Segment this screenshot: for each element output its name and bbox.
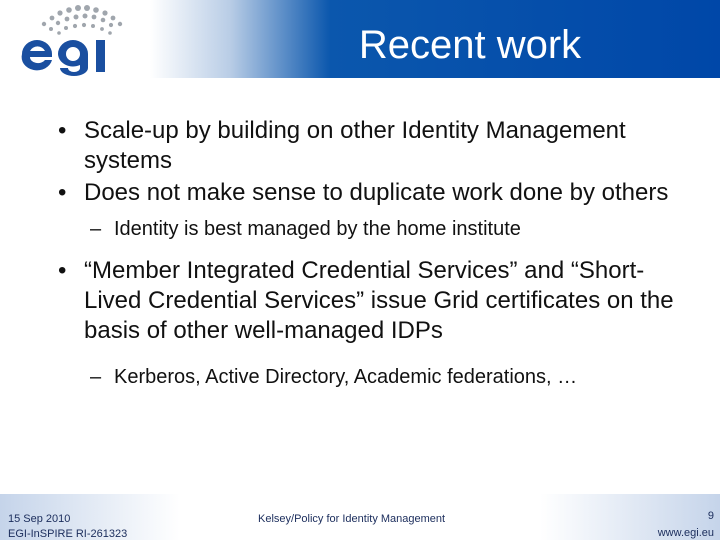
footer-bar [0, 494, 720, 540]
footer-date: 15 Sep 2010 [8, 513, 71, 525]
sub-bullet-text: Kerberos, Active Directory, Academic federations, … [114, 366, 578, 388]
sub-bullet-mark: – [90, 366, 102, 388]
egi-logo [14, 2, 154, 78]
bullet-mark: • [58, 257, 67, 284]
footer-project: EGI-InSPIRE RI-261323 [8, 528, 128, 540]
sub-bullet-text: Identity is best managed by the home institute [114, 218, 521, 240]
bullet-mark: • [58, 179, 67, 206]
sub-bullet-mark: – [90, 218, 102, 240]
bullet-text: Does not make sense to duplicate work done by others [84, 179, 669, 206]
bullet-item [58, 256, 698, 346]
sub-bullet-item [58, 216, 698, 242]
sub-bullet-item [58, 364, 698, 390]
page-number: 9 [707, 510, 714, 522]
header-bar [0, 0, 720, 78]
bullet-item [58, 178, 698, 208]
footer-right [658, 508, 714, 542]
bullet-text: Scale-up by building on other Identity Management systems [84, 117, 626, 174]
footer-center-text: Kelsey/Policy for Identity Management [258, 513, 446, 525]
footer-left [8, 512, 127, 542]
bullet-item [58, 116, 698, 176]
bullet-mark: • [58, 117, 67, 144]
slide-title: Recent work [358, 23, 582, 67]
footer-url[interactable]: www.egi.eu [657, 527, 714, 539]
bullet-text: “Member Integrated Credential Services” and “Short-Lived Credential Services” issue Grid certificates on the basis of other well-managed IDPs [84, 257, 674, 344]
slide-content [58, 116, 698, 404]
